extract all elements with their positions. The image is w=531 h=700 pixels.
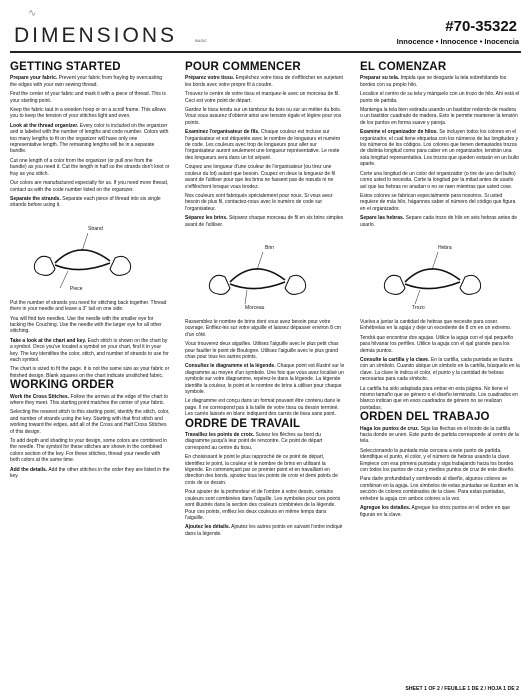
column-french bbox=[185, 62, 345, 540]
paragraph: Vuelva a juntar la cantidad de hebras que necesite para coser. Enhébrelas en la aguja y deje un excedente de 8 cm en un extremo. bbox=[360, 318, 512, 332]
piece-label: Morceau bbox=[245, 304, 265, 311]
section-heading: ORDRE DE TRAVAIL bbox=[185, 417, 301, 430]
separate-strands-illustration bbox=[10, 213, 160, 295]
paragraph: Rassemblez le nombre de brins dont vous avez besoin pour votre ouvrage. Enfilez-les sur votre aiguille et laissez dépasser environ 8 cm d'un côté. bbox=[185, 318, 341, 338]
paragraph: Add the details. Add the other stitches in the order they are listed in the key. bbox=[10, 466, 170, 480]
paragraph: Le diagramme est conçu dans un format pouvant être contenu dans le page. Il ne correspond pas à la taille de votre tissu ou dessin terminé. Les carrés laissés en blanc indiquent des carrés de tissu sans point. bbox=[185, 398, 341, 418]
paragraph: Our colors are manufactured especially for us. If you need more thread, contact us with the code number listed on the organizer. bbox=[10, 180, 169, 193]
hands-thread-icon bbox=[10, 213, 160, 295]
strand-label: Hebra bbox=[438, 244, 452, 251]
brand-logo: DIMENSIONS bbox=[14, 24, 178, 47]
paragraph: You will find two needles. Use the needle with the smaller eye for tacking the Couching. Use the needle with the larger eye for all other stitching. bbox=[10, 315, 162, 335]
paragraph: Find the center of your fabric and mark it with a piece of thread. This is your starting point. bbox=[10, 91, 166, 104]
brand-sub: BASIC bbox=[195, 38, 208, 43]
paragraph: Estos colores se fabrican especialmente para nosotros. Si usted requiere de más hilo, hágannos saber el número del código que figura en el organizador. bbox=[360, 192, 516, 212]
paragraph: Look at the thread organizer. Every color is included on the organizer and is labeled with the number of lengths and code number. Colors with too many lengths to fit on the organizer will have only one representative length. The remaining lengths will be in a separate bundle. bbox=[10, 122, 169, 155]
paragraph: Trouvez le centre de votre tissu et marquez-le avec un morceau de fil. Ceci est votre point de départ. bbox=[185, 91, 340, 104]
paragraph: Para darle profundidad y sombreado al diseño, algunos colores se combinan en la aguja. Los símbolos de estas puntadas se ilustran en la sección de colores combinados de la clave. Para estas puntadas, enhebre la aguja con ambos colores a la vez. bbox=[360, 476, 519, 502]
paragraph: En choisissant le point le plus rapproché de ce point de départ, identifiez le point, la couleur et le nombre de brins en utilisant la légende. En commençant par ce premier point et en travaillant en direction des bords, ajoutez tous les points de croix et demi points de croix de ce dessin. bbox=[185, 454, 338, 486]
paragraph: Vous trouverez deux aiguilles. Utilisez l'aiguille avec le plus petit chas pour fauiller le point de Boulogne. Utilisez l'aiguille avec le plus grand chas pour tous les autres points. bbox=[185, 341, 339, 360]
paragraph: Gardez le tissu tendu sur un tambour du bois ou sur un métier du bois. Vous vous assurez d'obtenir ainsi une tension égale et légère pour vos points. bbox=[185, 107, 342, 126]
column-spanish bbox=[360, 62, 520, 521]
paragraph: Travaillez les points de croix. Suivez les flèches au bord du diagramme jusqu'à leur point de rencontre. Ce point de départ correspond au centre du tissu. bbox=[185, 432, 323, 451]
strand-label: Brin bbox=[265, 244, 274, 251]
paragraph: Ajoutez les détails. Ajoutez les autres points en suivant l'ordre indiqué dans la légende. bbox=[185, 524, 343, 537]
paragraph: Cut one length of a color from the organizer (or pull one from the bundle) as you need it. Cut the length in half so the strands don't knot or fray as you stitch. bbox=[10, 157, 170, 177]
paragraph: Keep the fabric taut in a wooden hoop or on a scroll frame. This allows you to keep the tension of your stitches light and even. bbox=[10, 107, 166, 120]
product-name: Innocence • Innocence • Inocencia bbox=[396, 37, 519, 46]
paragraph: Préparez votre tissu. Empêchez votre tissu de s'effilocher en surjetant les bords avec votre propre fil à coudre. bbox=[185, 75, 343, 88]
paragraph: Coupez une longueur d'une couleur de l'organisateur (ou tirez une couleur du lot) autant que besoin. Coupez en deux la longueur de fil avant de l'utiliser pour que les brins ne fassent pas de nœuds ni ne s'effilochent lorsque vous brodez. bbox=[185, 164, 336, 190]
paragraph: Separate the strands. Separate each piece of thread into six single strands before using it. bbox=[10, 195, 161, 209]
swirl-icon: ∿ bbox=[28, 8, 37, 19]
separate-strands-illustration bbox=[360, 232, 510, 314]
paragraph: Examine el organizador de hilos. Se incluyen todos los colores en el organizador, el cual tiene etiquetas con los números de las longitudes y los números de los códigos. Los colores que tienen demasiados trozos de distinta longitud como para caber en un organizador, tendrán una sola longitud representativa. Los trozos que queden estarán en un bulto aparte. bbox=[360, 129, 519, 168]
paragraph: Examinez l'organisateur de fils. Chaque couleur est incluse sur l'organisateur et est étiquetée avec le nombre de longueurs et numéro de code. Les couleurs avec trop de longueurs pour aller sur l'organisateur auront seulement une longueur représentative. Le reste des longueurs sera dans un lot séparé. bbox=[185, 129, 341, 161]
separate-strands-illustration bbox=[185, 232, 335, 314]
paragraph: Mantenga la tela bien estirada usando un bastidor redondo de madera o un bastidor cuadrado de madera. Esto le permite mantener la tensión de los puntos en forma suave y pareja. bbox=[360, 107, 518, 126]
column-english bbox=[10, 62, 170, 482]
hands-thread-icon bbox=[185, 232, 335, 314]
paragraph: Prepare your fabric. Prevent your fabric from fraying by overcasting the edges with your own sewing thread. bbox=[10, 75, 163, 88]
section-heading: ORDEN DEL TRABAJO bbox=[360, 411, 490, 424]
paragraph: Pour ajouter de la profondeur et de l'ombre à votre dessin, certains couleurs sont combinées dans l'aiguille. Les symboles pour ces points sont illustrés dans la section des couleurs combinées de la légende. Pour ces points, enfilez les deux couleurs en même temps dans l'aiguille. bbox=[185, 489, 341, 521]
paragraph: Consultez le diagramme et la légende. Chaque point est illustré sur le diagramme au moyen d'un symbole. Une fois que vous avez localisé un symbole sur votre diagramme, repérez-le dans la légende. La légende identifie la couleur, le point et le nombre de brins à utiliser pour chaque symbole. bbox=[185, 363, 345, 395]
paragraph: Localice el centro de su tela y márquelo con un trozo de hilo. Ahí está el punto de partida. bbox=[360, 91, 520, 104]
paragraph: The chart is sized to fit the page. It is not the same size as your fabric or finished design. Blank squares on the chart indicate unstitched fabric. bbox=[10, 366, 170, 379]
paragraph: Agregue los detalles. Agregue los otros puntos en el orden en que figuran en la clave. bbox=[360, 505, 511, 518]
section-heading: WORKING ORDER bbox=[10, 379, 115, 392]
paragraph: Tendrá que encontrar dos agujas. Utilice la aguja con el ojal pequeño para hilvanar los perfiles. Utilice la aguja con el ojal grande para los demás puntos. bbox=[360, 334, 514, 354]
piece-label: Trozo bbox=[412, 304, 425, 311]
section-heading: GETTING STARTED bbox=[10, 61, 121, 73]
paragraph: Nos couleurs sont fabriqués spécialement pour nous. Si vous avez besoin de plus fil, contactez-nous avec le numéro de code sur l'organisateur. bbox=[185, 192, 333, 212]
paragraph: To add depth and shading to your design, some colors are combined in the needle. The symbol for these stitches are shown in the combined colors section of the key. For these stitches, thread your needle with both colors at the same time. bbox=[10, 438, 168, 464]
paragraph: Work the Cross Stitches. Follow the arrows at the edge of the chart to where they meet. This starting point matches the center of your fabric. bbox=[10, 393, 169, 406]
header bbox=[0, 0, 531, 58]
paragraph: Preparar su tela. Impida que se desgaste la tela sobrehilando los bordes con su propio hilo. bbox=[360, 75, 507, 88]
paragraph: Put the number of strands you need for stitching back together. Thread them in your needle and leave a 3" tail on one side. bbox=[10, 299, 167, 313]
paragraph: Corte una longitud de un color del organizador (o tire de uno del bulto) como usted lo necesita. Corte la longitud por la mitad antes de usarlo así que las hebras no anudan o no se raen mientras que usted cose. bbox=[360, 170, 516, 190]
paragraph: Selecting the nearest stitch to this starting point, identify the stitch, color, and number of strands using the key. Starting with that first stitch and working toward the edges, add all of the Cross and Half Cross Stitches of this design. bbox=[10, 409, 170, 435]
paragraph: Séparez les brins. Séparez chaque morceau de fil en six brins simples avant de l'utiliser. bbox=[185, 215, 344, 228]
hands-thread-icon bbox=[360, 232, 510, 314]
paragraph: Haga los puntos de cruz. Siga las flechas en el borde de la cartilla hacia donde se unen. Este punto de partida corresponde al centro de la tela. bbox=[360, 425, 519, 445]
header-divider bbox=[10, 51, 521, 53]
paragraph: Seleccionando la puntada más cercana a este punto de partida, identifique el punto, el color, y el número de hebras usando la clave. Empiece con esa primera puntada y siga trabajando hacia los bordes con todos los puntos de cruz y medios puntos de cruz de este diseño. bbox=[360, 447, 515, 474]
section-heading: POUR COMMENCER bbox=[185, 61, 301, 73]
piece-label: Piece bbox=[70, 285, 83, 292]
section-heading: EL COMENZAR bbox=[360, 61, 447, 73]
sheet-number: SHEET 1 OF 2 / FEUILLE 1 DE 2 / HOJA 1 DE 2 bbox=[405, 686, 519, 692]
strand-label: Strand bbox=[88, 225, 103, 232]
paragraph: Consulte la cartilla y la clave. En la cartilla, cada puntada se ilustra con un símbolo. Cuando ubique un símbolo en la cartilla, búsquelo en la clave. La clave le indica el color, el punto y la cantidad de hebras necesarias para cada símbolo. bbox=[360, 356, 520, 383]
product-code: #70-35322 bbox=[445, 18, 517, 35]
paragraph: Take a look at the chart and key. Each stitch is shown on the chart by a symbol. Once you've located a symbol on your chart, find it in your key. The key identifies the color, stitch, and number of strands to use for each symbol. bbox=[10, 337, 169, 363]
paragraph: Separe las hebras. Separe cada trozo de hilo en seis hebras antes de usarlo. bbox=[360, 215, 518, 228]
paragraph: La cartilla ha sido adaptada para entrar en esta página. No tiene el mismo tamaño que se género o el diseño terminado. Los cuadrados en blanco indican que en esos cuadrados de género no se realizan puntadas. bbox=[360, 385, 518, 411]
